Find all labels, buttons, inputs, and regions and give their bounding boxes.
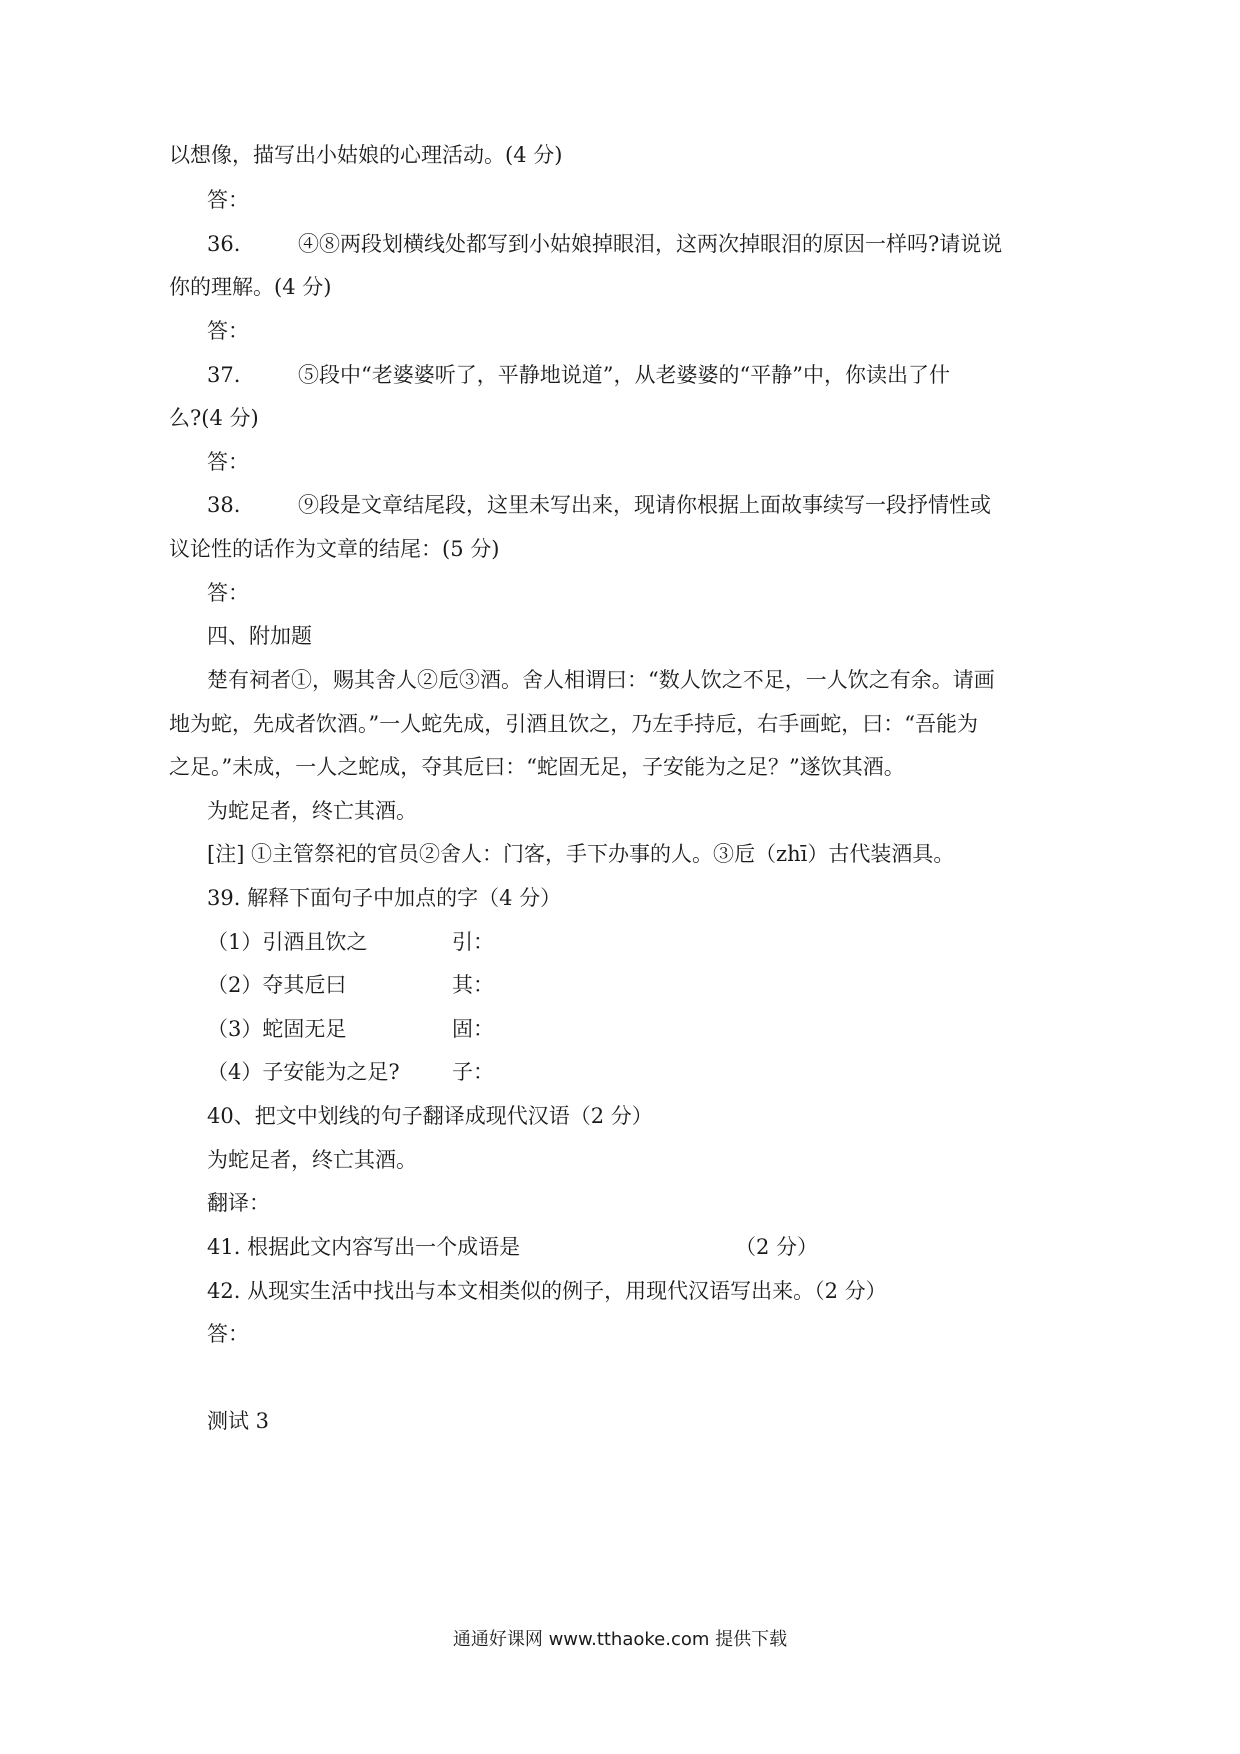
q39-item-sentence: （3）蛇固无足 <box>207 1017 347 1041</box>
q36-continuation: 你的理解。(4 分) <box>169 275 332 299</box>
q37-text: ⑤段中“老婆婆听了，平静地说道”，从老婆婆的“平静”中，你读出了什 <box>298 363 950 387</box>
q39-prompt: 39. 解释下面句子中加点的字（4 分） <box>207 886 562 910</box>
q36-number: 36. <box>207 232 241 256</box>
test-heading: 测试 3 <box>207 1409 270 1433</box>
q40-prompt: 40、把文中划线的句子翻译成现代汉语（2 分） <box>207 1104 653 1128</box>
page-footer: 通通好课网 www.tthaoke.com 提供下载 <box>452 1629 788 1650</box>
q39-item-word: 子： <box>452 1060 494 1084</box>
q39-item-sentence: （4）子安能为之足? <box>207 1060 400 1084</box>
q38-text: ⑨段是文章结尾段，这里未写出来，现请你根据上面故事续写一段抒情性或 <box>298 493 991 517</box>
q39-item-word: 其： <box>452 973 494 997</box>
answer-label: 答： <box>207 581 249 605</box>
passage-line: 之足。”未成，一人之蛇成，夺其卮曰：“蛇固无足，子安能为之足？”遂饮其酒。 <box>169 755 905 779</box>
passage-line: 楚有祠者①，赐其舍人②卮③酒。舍人相谓曰：“数人饮之不足，一人饮之有余。请画 <box>207 668 995 692</box>
q39-item-word: 固： <box>452 1017 494 1041</box>
answer-label: 答： <box>207 1322 249 1346</box>
section-heading: 四、附加题 <box>207 624 312 648</box>
answer-label: 答： <box>207 450 249 474</box>
translate-label: 翻译： <box>207 1191 270 1215</box>
q37-continuation: 么?(4 分) <box>169 406 259 430</box>
q35-continuation: 以想像，描写出小姑娘的心理活动。(4 分) <box>169 143 563 167</box>
passage-line: 为蛇足者，终亡其酒。 <box>207 799 417 823</box>
passage-line: 地为蛇，先成者饮酒。”一人蛇先成，引酒且饮之，乃左手持卮，右手画蛇，曰：“吾能为 <box>169 712 978 736</box>
answer-label: 答： <box>207 319 249 343</box>
q41-score: （2 分） <box>735 1235 819 1259</box>
q39-item-sentence: （1）引酒且饮之 <box>207 930 368 954</box>
q39-item-sentence: （2）夺其卮曰 <box>207 973 347 997</box>
q38-continuation: 议论性的话作为文章的结尾：(5 分) <box>169 537 500 561</box>
q39-item-word: 引： <box>452 930 494 954</box>
q40-sentence: 为蛇足者，终亡其酒。 <box>207 1148 417 1172</box>
q41-prompt: 41. 根据此文内容写出一个成语是 <box>207 1235 521 1259</box>
annotation-note: [注] ①主管祭祀的官员②舍人：门客，手下办事的人。③卮（zhī）古代装酒具。 <box>207 842 955 866</box>
answer-label: 答： <box>207 188 249 212</box>
q42-prompt: 42. 从现实生活中找出与本文相类似的例子，用现代汉语写出来。（2 分） <box>207 1279 887 1303</box>
q36-text: ④⑧两段划横线处都写到小姑娘掉眼泪，这两次掉眼泪的原因一样吗?请说说 <box>298 232 1003 256</box>
q38-number: 38. <box>207 493 241 517</box>
q37-number: 37. <box>207 363 241 387</box>
